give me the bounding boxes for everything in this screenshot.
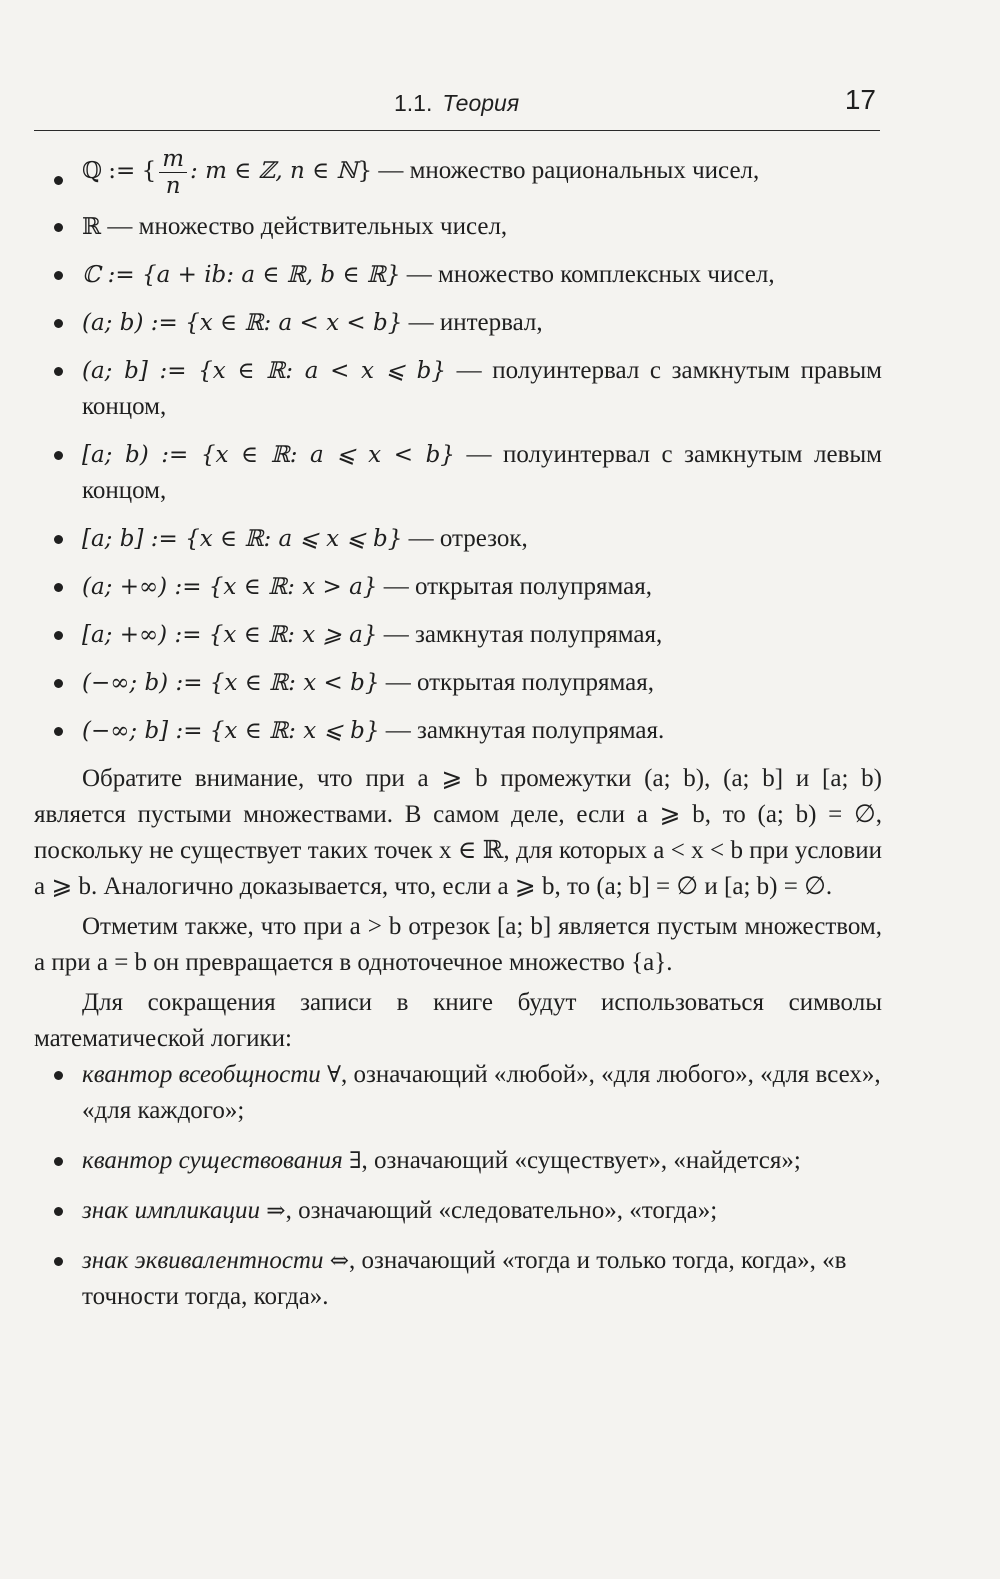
bullet-icon bbox=[54, 535, 63, 544]
logic-meaning: , означающий «следовательно», «тогда»; bbox=[285, 1197, 718, 1224]
interval-formula: (a; b] := {x ∈ ℝ: a < x ⩽ b} bbox=[82, 358, 446, 384]
logic-term: знак импликации bbox=[82, 1197, 261, 1224]
list-item bbox=[34, 1143, 882, 1179]
paragraph-segment-note: Отметим также, что при a > b отрезок [a; b] является пустым множеством, а при a = b он превращается в одноточечное множество {a}. bbox=[34, 913, 882, 976]
interval-formula: (a; +∞) := {x ∈ ℝ: x > a} bbox=[82, 574, 378, 600]
equivalence-icon: ⇔ bbox=[329, 1248, 350, 1274]
bullet-icon bbox=[54, 679, 63, 688]
list-item bbox=[34, 353, 882, 425]
bullet-icon bbox=[54, 1207, 63, 1216]
bullet-icon bbox=[54, 223, 63, 232]
list-item bbox=[34, 257, 882, 293]
interval-description: — полуинтервал с замкнутым правым концом, bbox=[82, 357, 882, 420]
bullet-icon bbox=[54, 631, 63, 640]
interval-formula: [a; b) := {x ∈ ℝ: a ⩽ x < b} bbox=[82, 442, 455, 468]
logic-meaning: , означающий «любой», «для любого», «для всех», «для каждого»; bbox=[82, 1061, 881, 1124]
interval-description: — открытая полупрямая, bbox=[385, 669, 654, 696]
logic-term: квантор существования bbox=[82, 1147, 343, 1174]
list-item bbox=[34, 713, 882, 749]
set-symbol: ℚ bbox=[82, 158, 103, 185]
list-item bbox=[34, 617, 882, 653]
bullet-icon bbox=[54, 727, 63, 736]
fraction bbox=[159, 146, 187, 199]
definition-sign: := bbox=[108, 158, 136, 185]
fraction-denominator: n bbox=[165, 173, 181, 199]
bullet-icon bbox=[54, 271, 63, 280]
running-header bbox=[34, 84, 880, 131]
section-number: 1.1. bbox=[394, 90, 433, 116]
list-item bbox=[34, 1193, 882, 1229]
interval-formula: [a; +∞) := {x ∈ ℝ: x ⩾ a} bbox=[82, 622, 378, 648]
list-item bbox=[34, 305, 882, 341]
logic-symbols-list bbox=[34, 1057, 882, 1315]
set-description: — множество рациональных чисел, bbox=[378, 157, 760, 185]
list-item bbox=[34, 1243, 882, 1315]
set-symbol: ℝ bbox=[82, 214, 102, 240]
interval-formula: (a; b) := {x ∈ ℝ: a < x < b} bbox=[82, 310, 403, 336]
implication-icon: ⇒ bbox=[266, 1198, 286, 1224]
bullet-icon bbox=[54, 1157, 63, 1166]
bullet-icon bbox=[54, 583, 63, 592]
interval-formula: (−∞; b) := {x ∈ ℝ: x < b} bbox=[82, 670, 380, 696]
bullet-icon bbox=[54, 451, 63, 460]
paragraph-empty-intervals: Обратите внимание, что при a ⩾ b промежутки (a; b), (a; b] и [a; b) является пустыми множествами. В самом деле, если a ⩾ b, то (a; b) = ∅, поскольку не существует таких точек x ∈ ℝ, для которых a < x < b при условии a ⩾ b. Аналогично доказывается, что, если a ⩾ b, то (a; b] = ∅ и [a; b) = ∅. bbox=[34, 765, 882, 900]
list-item bbox=[34, 1057, 882, 1129]
section-heading bbox=[394, 90, 519, 117]
interval-formula: (−∞; b] := {x ∈ ℝ: x ⩽ b} bbox=[82, 718, 380, 744]
list-item bbox=[34, 569, 882, 605]
list-item bbox=[34, 437, 882, 509]
interval-description: — замкнутая полупрямая, bbox=[383, 621, 663, 648]
logic-meaning: , означающий «существует», «найдется»; bbox=[361, 1147, 801, 1174]
bullet-icon bbox=[54, 367, 63, 376]
interval-description: — замкнутая полупрямая. bbox=[385, 717, 665, 744]
page-number: 17 bbox=[844, 84, 876, 115]
set-condition: : m ∈ ℤ, n ∈ ℕ bbox=[190, 158, 358, 185]
set-formula: ℂ := {a + ib: a ∈ ℝ, b ∈ ℝ} bbox=[82, 262, 401, 288]
list-item: ℚ := { $\frac{m}{n}$ : m ∈ ℤ, n ∈ ℕ} — множество рациональных чисел, bbox=[34, 138, 882, 199]
bullet-icon bbox=[54, 1257, 63, 1266]
interval-description: — интервал, bbox=[408, 309, 543, 336]
logic-term: знак эквивалентности bbox=[82, 1247, 324, 1274]
bullet-icon bbox=[54, 176, 63, 185]
page-body bbox=[34, 138, 882, 1329]
exists-icon: ∃ bbox=[349, 1148, 362, 1174]
set-description: — множество комплексных чисел, bbox=[406, 261, 775, 288]
section-title: Теория bbox=[442, 90, 520, 116]
number-sets-list bbox=[34, 138, 882, 749]
set-description: — множество действительных чисел, bbox=[107, 213, 508, 240]
bullet-icon bbox=[54, 1071, 63, 1080]
bullet-icon bbox=[54, 319, 63, 328]
list-item bbox=[34, 665, 882, 701]
interval-formula: [a; b] := {x ∈ ℝ: a ⩽ x ⩽ b} bbox=[82, 526, 403, 552]
list-item bbox=[34, 209, 882, 245]
forall-icon: ∀ bbox=[327, 1062, 341, 1088]
fraction-numerator: m bbox=[159, 146, 187, 173]
logic-meaning: , означающий «тогда и только тогда, когда», «в точности тогда, когда». bbox=[82, 1247, 847, 1310]
interval-description: — открытая полупрямая, bbox=[383, 573, 652, 600]
logic-term: квантор всеобщности bbox=[82, 1061, 321, 1088]
interval-description: — полуинтервал с замкнутым левым концом, bbox=[82, 441, 882, 504]
list-item bbox=[34, 521, 882, 557]
interval-description: — отрезок, bbox=[408, 525, 528, 552]
paragraph-logic-intro: Для сокращения записи в книге будут использоваться символы математической логики: bbox=[34, 989, 882, 1052]
